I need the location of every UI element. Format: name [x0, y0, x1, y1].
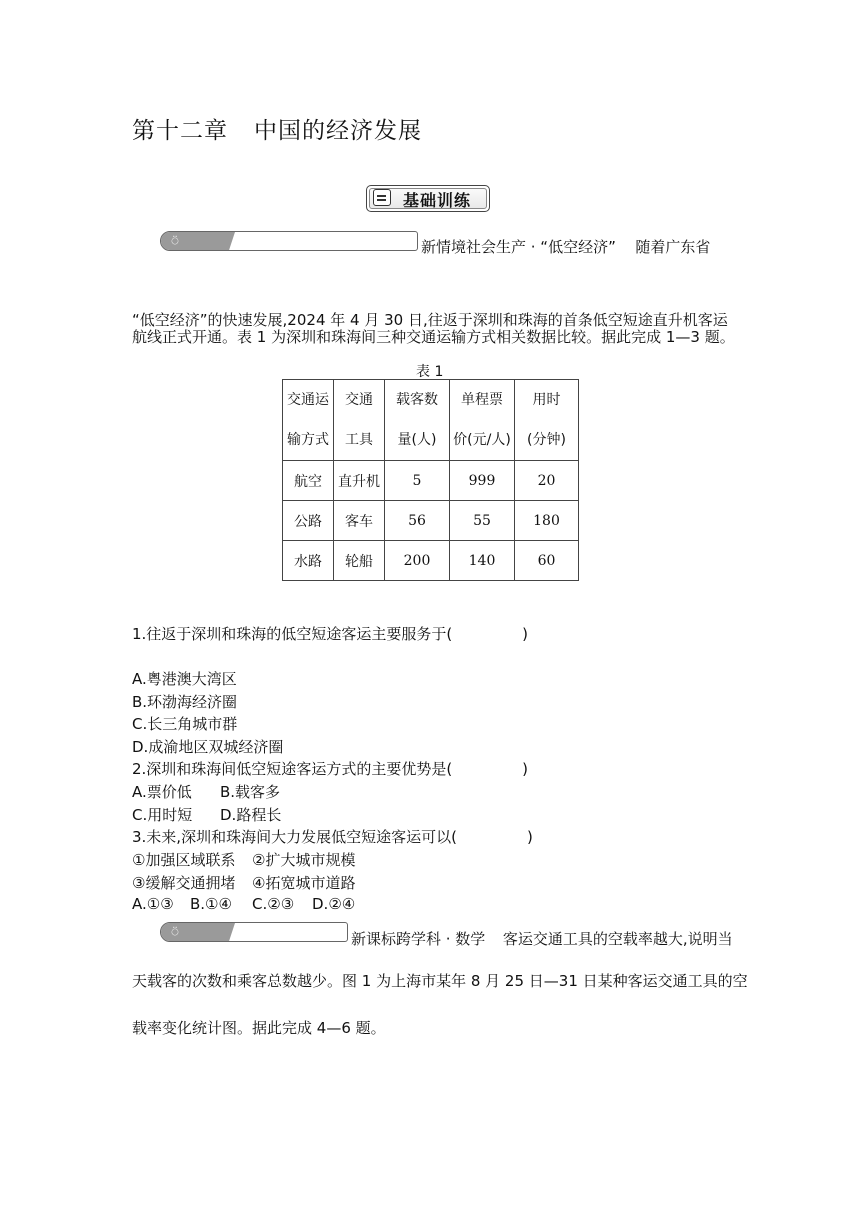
chapter-heading: [132, 112, 422, 145]
table-cell: 直升机: [334, 461, 385, 501]
q2-option-b[interactable]: B.载客多: [220, 783, 281, 801]
table-cell: 56: [385, 501, 450, 541]
header-cell: 用时 (分钟): [515, 380, 579, 461]
table-cell: 轮船: [334, 541, 385, 581]
question-2-stem: [132, 758, 528, 779]
passage2-line3: 载率变化统计图。据此完成 4—6 题。: [132, 1019, 386, 1037]
passage2-line1-text: 客运交通工具的空载率越大,说明当: [502, 930, 733, 948]
q2-stem-text: 2.深圳和珠海间低空短途客运方式的主要优势是(: [132, 760, 453, 778]
notebook-icon: [373, 189, 391, 206]
table-header-row: [283, 380, 579, 461]
context-tag-bar: [160, 231, 418, 251]
q1-option-d[interactable]: D.成渝地区双城经济圈: [132, 738, 284, 756]
table-cell: 55: [450, 501, 515, 541]
table-cell: 20: [515, 461, 579, 501]
context-tag-label: 新课标跨学科 · 数学: [351, 930, 486, 948]
table-row: [283, 461, 579, 501]
table-cell: 60: [515, 541, 579, 581]
question-1-stem: [132, 623, 528, 644]
passage2-line1: [351, 928, 733, 949]
table-cell: 客车: [334, 501, 385, 541]
table-row: [283, 501, 579, 541]
q2-close: ): [522, 760, 529, 778]
q1-close: ): [522, 625, 529, 643]
comparison-table: [282, 379, 579, 581]
passage1-line2: “低空经济”的快速发展,2024 年 4 月 30 日,往返于深圳和珠海的首条低空短途直升机客运: [132, 311, 728, 329]
table-cell: 999: [450, 461, 515, 501]
q1-option-a[interactable]: A.粤港澳大湾区: [132, 670, 237, 688]
q3-item-3: ③缓解交通拥堵: [132, 874, 236, 892]
drop-icon: ⍥: [171, 234, 179, 248]
q2-option-d[interactable]: D.路程长: [220, 806, 282, 824]
passage1-line3: 航线正式开通。表 1 为深圳和珠海间三种交通运输方式相关数据比较。据此完成 1—3 题。: [132, 328, 735, 346]
table-cell: 航空: [283, 461, 334, 501]
header-cell: 载客数 量(人): [385, 380, 450, 461]
context-tag-label: 新情境社会生产 · “低空经济”: [421, 238, 616, 256]
table-cell: 5: [385, 461, 450, 501]
context-tag-bar: [160, 922, 348, 942]
q3-option-d[interactable]: D.②④: [312, 895, 356, 913]
badge-label: 基础训练: [403, 191, 472, 210]
q3-item-2: ②扩大城市规模: [252, 851, 356, 869]
header-cell: 单程票 价(元/人): [450, 380, 515, 461]
passage1-line1: [421, 236, 710, 257]
table-cell: 200: [385, 541, 450, 581]
question-3-stem: [132, 826, 533, 847]
q2-option-a[interactable]: A.票价低: [132, 783, 192, 801]
header-cell: 交通运 输方式: [283, 380, 334, 461]
drop-icon: ⍥: [171, 925, 179, 939]
table-cell: 公路: [283, 501, 334, 541]
q1-option-b[interactable]: B.环渤海经济圈: [132, 693, 238, 711]
table-caption: 表 1: [416, 364, 444, 380]
q3-close: ): [526, 828, 533, 846]
chapter-title: 中国的经济发展: [254, 118, 422, 144]
passage2-line2: 天载客的次数和乘客总数越少。图 1 为上海市某年 8 月 25 日—31 日某种客运交通工具的空: [132, 972, 748, 990]
q2-option-c[interactable]: C.用时短: [132, 806, 193, 824]
q3-option-a[interactable]: A.①③: [132, 895, 174, 913]
header-cell: 交通 工具: [334, 380, 385, 461]
passage1-line1-text: 随着广东省: [635, 238, 711, 256]
q3-item-1: ①加强区域联系: [132, 851, 236, 869]
q3-item-4: ④拓宽城市道路: [252, 874, 356, 892]
table-cell: 水路: [283, 541, 334, 581]
section-badge: [366, 185, 490, 212]
q1-stem-text: 1.往返于深圳和珠海的低空短途客运主要服务于(: [132, 625, 453, 643]
chapter-number: 第十二章: [132, 118, 228, 144]
q3-stem-text: 3.未来,深圳和珠海间大力发展低空短途客运可以(: [132, 828, 457, 846]
q1-option-c[interactable]: C.长三角城市群: [132, 715, 238, 733]
q3-option-b[interactable]: B.①④: [190, 895, 232, 913]
table-cell: 140: [450, 541, 515, 581]
table-row: [283, 541, 579, 581]
table-cell: 180: [515, 501, 579, 541]
q3-option-c[interactable]: C.②③: [252, 895, 295, 913]
